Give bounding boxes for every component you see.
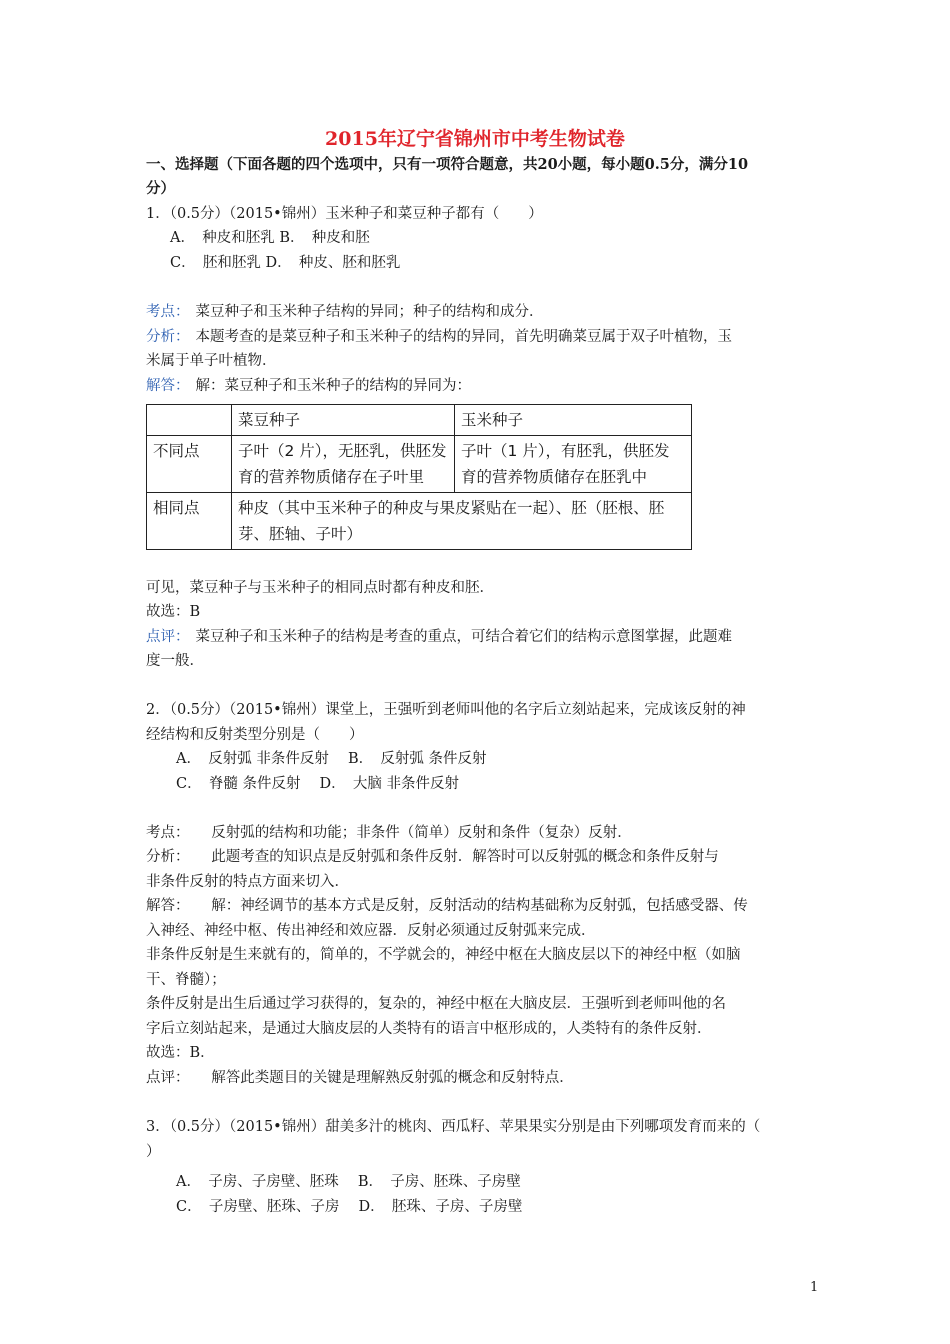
q1-conclusion: 可见，菜豆种子与玉米种子的相同点时都有种皮和胚． — [146, 580, 494, 596]
q1-kaodian — [146, 302, 544, 322]
q2-jieda-line3: 非条件反射是生来就有的，简单的，不学就会的，神经中枢在大脑皮层以下的神经中枢（如脑 — [146, 947, 741, 963]
q1-dianping — [146, 627, 732, 647]
q1-answer: 故选：B — [146, 604, 201, 620]
section-heading-cont: 分） — [146, 180, 175, 197]
kaodian-text: 菜豆种子和玉米种子结构的异同；种子的结构和成分． — [195, 304, 544, 320]
q1-fenxi — [146, 327, 732, 347]
table-corner-cell — [147, 405, 232, 436]
q1-dianping-cont: 度一般． — [146, 653, 204, 669]
q1-options-row2: C． 胚和胚乳 D． 种皮、胚和胚乳 — [170, 255, 401, 271]
fenxi-label: 分析： — [146, 329, 190, 345]
page-number: 1 — [810, 1280, 819, 1295]
q1-jieda — [146, 376, 471, 396]
q2-jieda-line5: 条件反射是出生后通过学习获得的，复杂的，神经中枢在大脑皮层．王强听到老师叫他的名 — [146, 996, 726, 1012]
q2-jieda-line4: 干、脊髓）； — [146, 972, 226, 988]
q2-kaodian: 考点： 反射弧的结构和功能；非条件（简单）反射和条件（复杂）反射． — [146, 825, 632, 841]
table-row-label-same: 相同点 — [147, 493, 232, 550]
dianping-text: 菜豆种子和玉米种子的结构是考查的重点，可结合着它们的结构示意图掌握，此题难 — [195, 629, 732, 645]
q2-jieda: 解答： 解：神经调节的基本方式是反射，反射活动的结构基础称为反射弧，包括感受器、传 — [146, 898, 748, 914]
table-header-bean: 菜豆种子 — [232, 405, 455, 436]
q3-stem: 3．（0.5分）（2015•锦州）甜美多汁的桃肉、西瓜籽、苹果果实分别是由下列哪项发育而来的（ — [146, 1119, 761, 1135]
table-row-label-diff: 不同点 — [147, 436, 232, 493]
q2-stem: 2．（0.5分）（2015•锦州）课堂上，王强听到老师叫他的名字后立刻站起来，完成该反射的神 — [146, 702, 746, 718]
jieda-label: 解答： — [146, 378, 190, 394]
q2-options-row1: A． 反射弧 非条件反射 B． 反射弧 条件反射 — [176, 751, 487, 767]
section-heading: 一、选择题（下面各题的四个选项中，只有一项符合题意，共20小题，每小题0.5分，满分10 — [146, 156, 749, 173]
q2-fenxi-cont: 非条件反射的特点方面来切入． — [146, 874, 349, 890]
q2-jieda-line2: 入神经、神经中枢、传出神经和效应器．反射必须通过反射弧来完成． — [146, 923, 596, 939]
table-cell-bean-diff: 子叶（2 片），无胚乳，供胚发育的营养物质储存在子叶里 — [232, 436, 455, 493]
q3-stem-cont: ） — [146, 1144, 161, 1160]
jieda-text: 解：菜豆种子和玉米种子的结构的异同为： — [195, 378, 471, 394]
q1-stem: 1．（0.5分）（2015•锦州）玉米种子和菜豆种子都有（ ） — [146, 206, 543, 222]
q2-fenxi: 分析： 此题考查的知识点是反射弧和条件反射．解答时可以反射弧的概念和条件反射与 — [146, 849, 719, 865]
q2-jieda-line6: 字后立刻站起来，是通过大脑皮层的人类特有的语言中枢形成的，人类特有的条件反射． — [146, 1021, 712, 1037]
seed-comparison-table — [146, 404, 692, 550]
q2-options-row2: C． 脊髓 条件反射 D． 大脑 非条件反射 — [176, 776, 460, 792]
table-header-corn: 玉米种子 — [455, 405, 692, 436]
dianping-label: 点评： — [146, 629, 190, 645]
q1-options-row1: A． 种皮和胚乳 B． 种皮和胚 — [170, 230, 370, 246]
q1-fenxi-cont: 米属于单子叶植物． — [146, 353, 277, 369]
table-cell-corn-diff: 子叶（1 片），有胚乳，供胚发育的营养物质储存在胚乳中 — [455, 436, 692, 493]
q3-options-row2: C． 子房壁、胚珠、子房 D． 胚珠、子房、子房壁 — [176, 1199, 523, 1215]
q2-dianping: 点评： 解答此类题目的关键是理解熟反射弧的概念和反射特点． — [146, 1070, 574, 1086]
table-cell-same: 种皮（其中玉米种子的种皮与果皮紧贴在一起）、胚（胚根、胚芽、胚轴、子叶） — [232, 493, 692, 550]
q3-options-row1: A． 子房、子房壁、胚珠 B． 子房、胚珠、子房壁 — [176, 1174, 521, 1190]
page-title: 2015年辽宁省锦州市中考生物试卷 — [325, 128, 625, 150]
q2-answer: 故选：B． — [146, 1045, 215, 1061]
fenxi-text: 本题考查的是菜豆种子和玉米种子的结构的异同，首先明确菜豆属于双子叶植物，玉 — [195, 329, 732, 345]
kaodian-label: 考点： — [146, 304, 190, 320]
q2-stem-cont: 经结构和反射类型分别是（ ） — [146, 727, 364, 743]
